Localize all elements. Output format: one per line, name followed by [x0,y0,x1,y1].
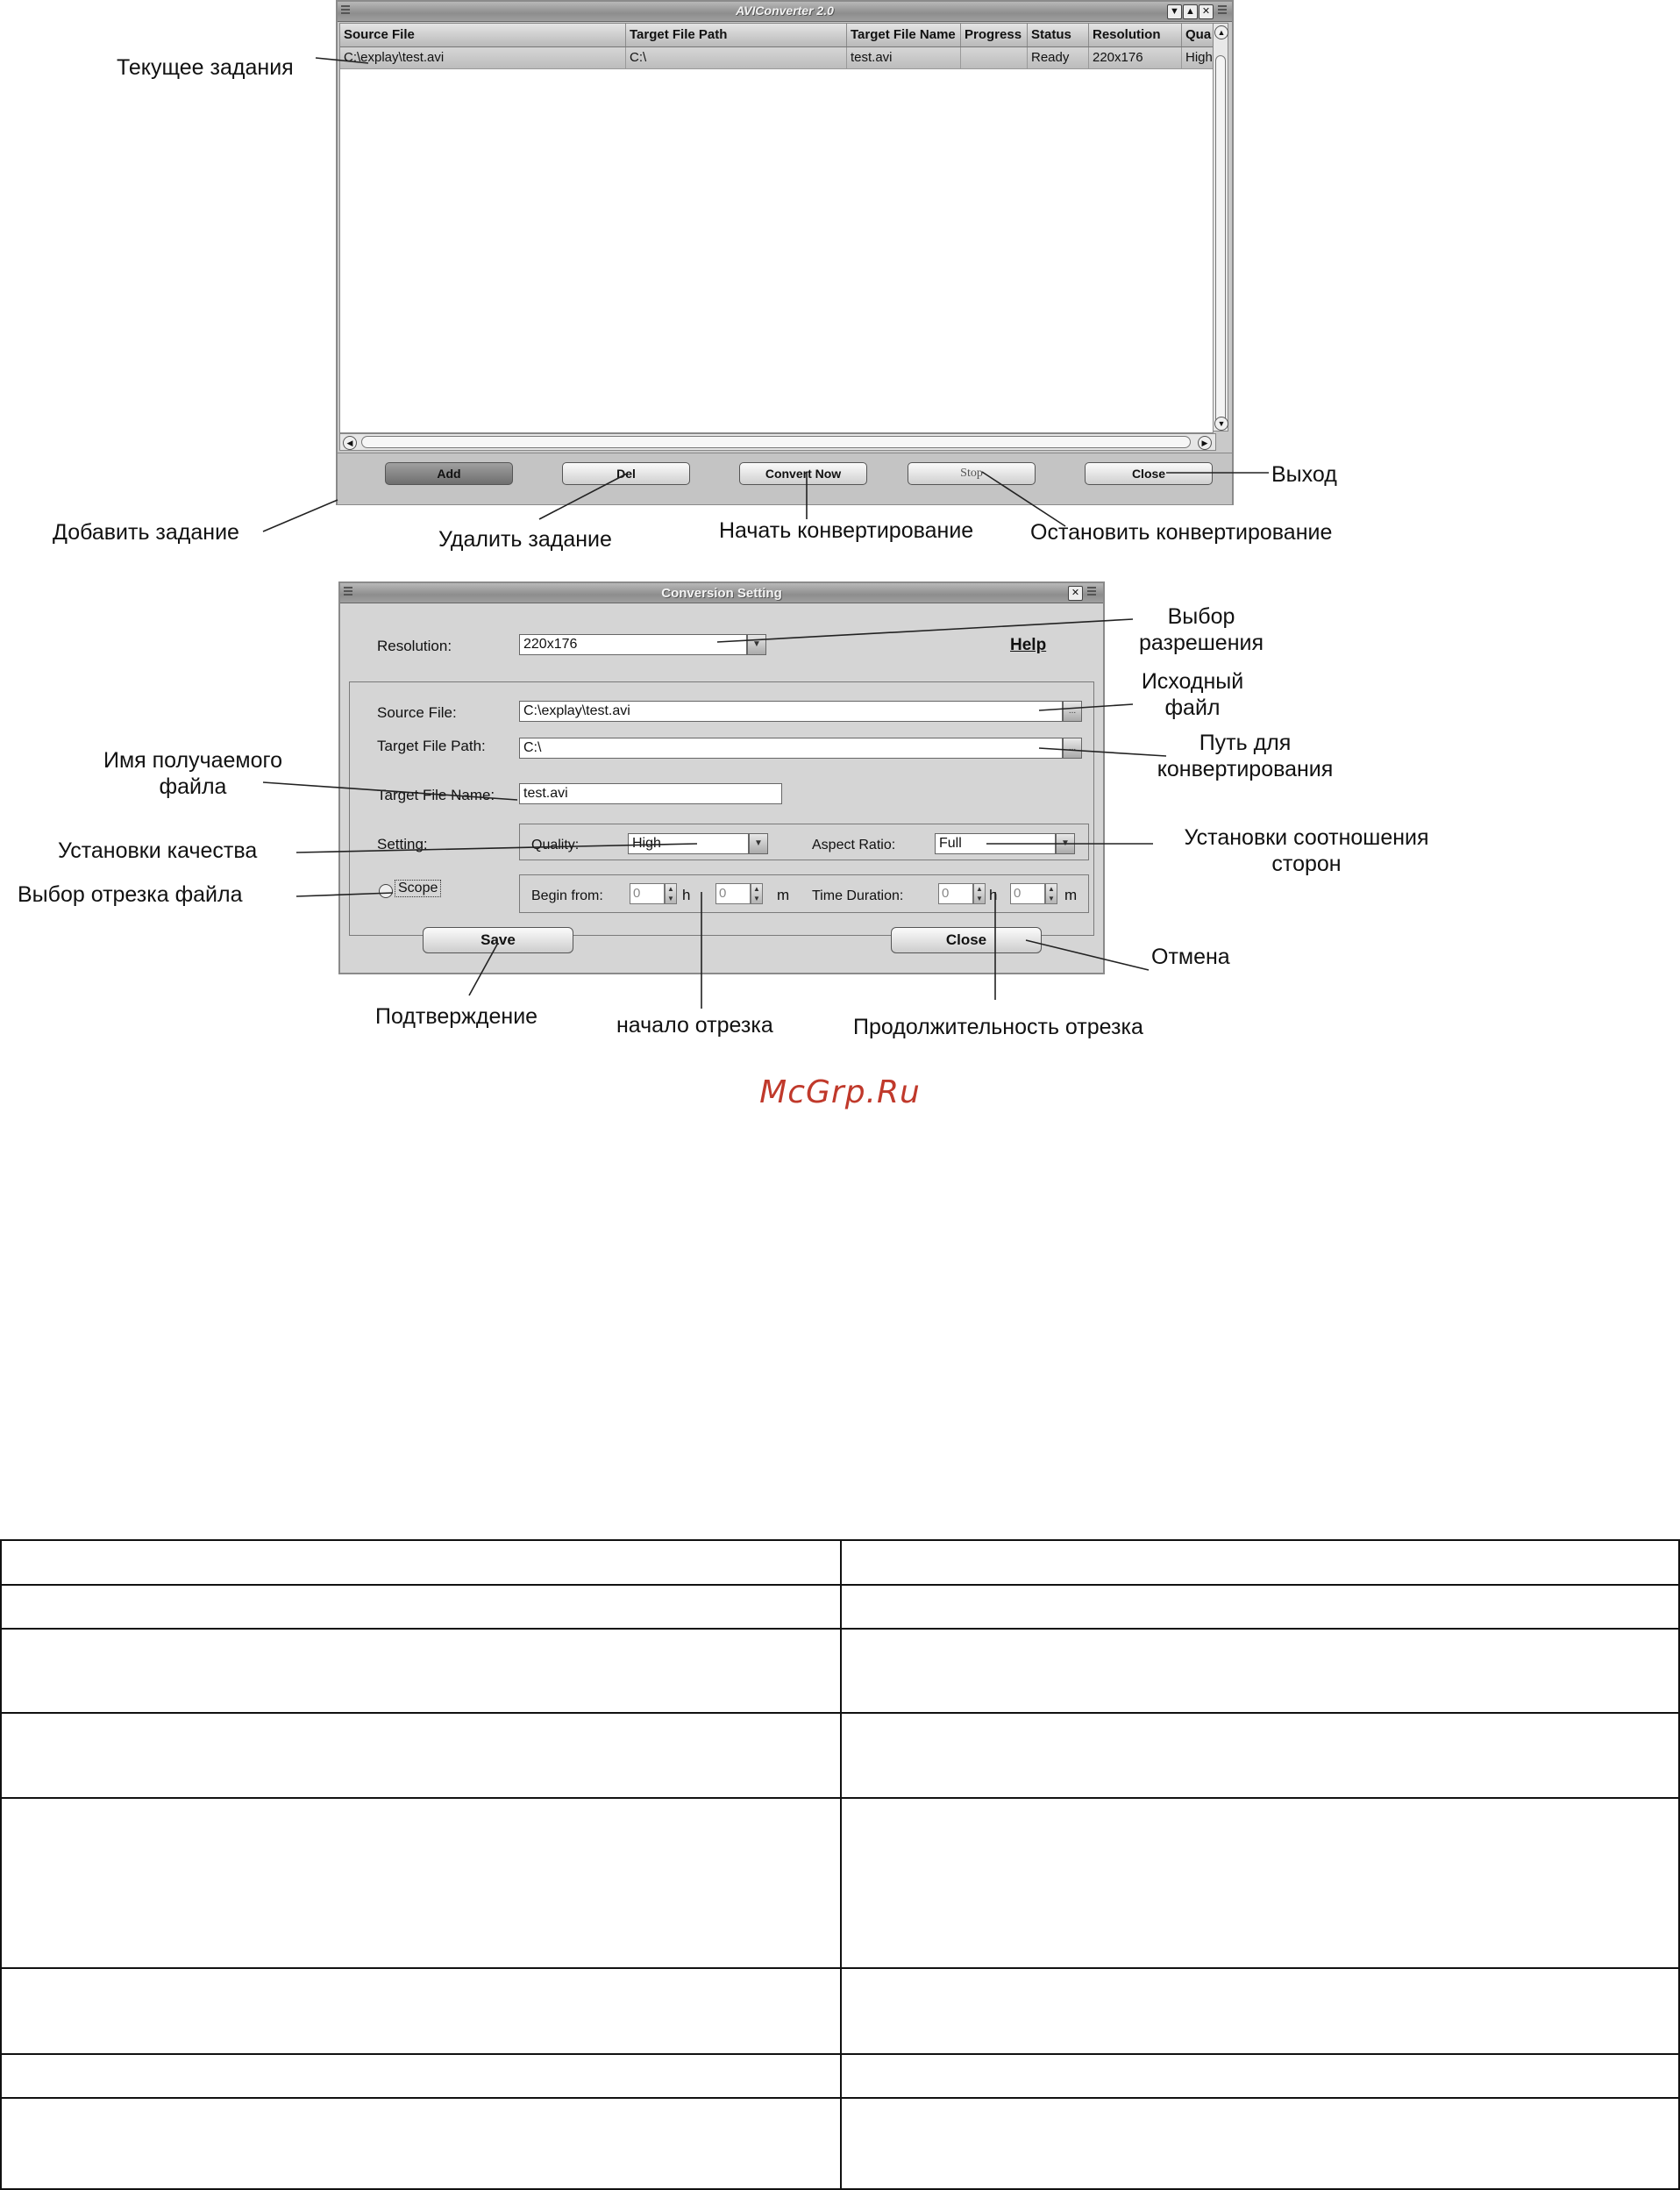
table-cell [2,2055,842,2097]
annotation-line: Исходный [1141,669,1244,694]
cell-source: C:\explay\test.avi [340,47,626,68]
close-icon[interactable]: ✕ [1068,586,1083,601]
annotation-line: Установки соотношения [1184,825,1429,850]
source-file-field[interactable]: C:\explay\test.avi [519,701,1063,722]
annotation-choose-resolution [1096,603,1306,656]
table-cell [2,1799,842,1967]
stepper-arrows-icon[interactable]: ▲ ▼ [973,883,986,904]
cell-resolution: 220x176 [1089,47,1182,68]
column-target-path[interactable]: Target File Path [626,24,847,46]
table-row [2,1541,1678,1586]
annotation-delete-task: Удалить задание [438,527,612,552]
minimize-button[interactable]: ▼ [1167,4,1182,19]
table-row [2,1630,1678,1714]
source-file-label: Source File: [377,704,457,721]
quality-select[interactable]: High [628,833,749,854]
table-cell [2,1714,842,1797]
annotation-line: файл [1164,696,1221,720]
convert-now-button[interactable]: Convert Now [739,462,867,485]
scroll-down-icon[interactable]: ▼ [1214,417,1228,431]
aspect-ratio-select[interactable]: Full [935,833,1056,854]
chevron-down-icon[interactable]: ▼ [747,634,766,655]
unit-minutes: m [777,887,790,903]
target-name-label: Target File Name: [377,787,495,803]
resolution-label: Resolution: [377,638,452,654]
annotation-aspect-settings [1157,824,1456,877]
duration-hours-stepper[interactable]: 0 [938,883,973,904]
annotation-segment-select: Выбор отрезка файла [18,882,243,907]
column-resolution[interactable]: Resolution [1089,24,1182,46]
table-row [2,1969,1678,2055]
annotation-line: сторон [1271,852,1342,876]
begin-hours-stepper[interactable]: 0 [630,883,665,904]
empty-table [0,1539,1680,2190]
annotation-add-task: Добавить задание [53,520,239,545]
column-status[interactable]: Status [1028,24,1089,46]
cell-quality: High [1182,47,1214,68]
begin-from-label: Begin from: [531,888,603,903]
target-name-field[interactable]: test.avi [519,783,782,804]
chevron-down-icon[interactable]: ▼ [1056,833,1075,854]
help-link[interactable]: Help [1010,636,1047,654]
close-window-button[interactable]: ✕ [1199,4,1214,19]
annotation-output-name [79,747,307,800]
table-cell [2,1630,842,1712]
cell-name: test.avi [847,47,961,68]
cell-path: C:\ [626,47,847,68]
annotation-exit: Выход [1271,462,1337,487]
browse-source-button[interactable]: ... [1063,701,1082,722]
unit-hours: h [989,887,998,903]
stepper-arrows-icon[interactable]: ▲ ▼ [751,883,763,904]
watermark: McGrp.Ru [759,1074,921,1110]
annotation-segment-duration: Продолжительность отрезка [853,1015,1143,1039]
quality-label: Quality: [531,838,580,852]
annotation-line: файла [159,774,227,799]
maximize-button[interactable]: ▲ [1183,4,1198,19]
time-duration-label: Time Duration: [812,888,904,903]
column-target-name[interactable]: Target File Name [847,24,961,46]
cell-status: Ready [1028,47,1089,68]
table-cell [2,1586,842,1628]
table-cell [2,2099,842,2188]
scroll-right-icon[interactable]: ▶ [1198,436,1212,450]
annotation-current-task: Текущее задания [117,55,294,80]
chevron-down-icon[interactable]: ▼ [749,833,768,854]
annotation-line: разрешения [1138,631,1264,655]
scope-label[interactable]: Scope [395,880,441,897]
duration-minutes-stepper[interactable]: 0 [1010,883,1045,904]
annotation-line: Путь для [1199,731,1292,755]
table-row [2,2099,1678,2188]
column-quality[interactable]: Qua [1182,24,1214,46]
unit-hours: h [682,887,691,903]
annotation-quality-settings: Установки качества [58,838,258,863]
setting-label: Setting: [377,836,428,852]
table-row [2,1586,1678,1630]
save-button[interactable]: Save [423,927,573,953]
annotation-line: Выбор [1167,604,1235,629]
target-path-field[interactable]: C:\ [519,738,1063,759]
stepper-arrows-icon[interactable]: ▲ ▼ [665,883,677,904]
resolution-select[interactable]: 220x176 [519,634,747,655]
unit-minutes: m [1064,887,1078,903]
table-cell [2,1541,842,1584]
annotation-line: конвертирования [1157,757,1334,781]
annotation-source-file [1105,668,1280,721]
column-progress[interactable]: Progress [961,24,1028,46]
dialog-title: Conversion Setting [661,586,782,601]
table-row [2,1714,1678,1799]
aspect-ratio-label: Aspect Ratio: [812,838,896,852]
begin-minutes-stepper[interactable]: 0 [715,883,751,904]
stepper-arrows-icon[interactable]: ▲ ▼ [1045,883,1057,904]
dialog-close-button[interactable]: Close [891,927,1042,953]
add-button[interactable]: Add [385,462,513,485]
annotation-leader-lines [0,0,1680,1088]
scroll-left-icon[interactable]: ◀ [343,436,357,450]
annotation-convert-path [1140,730,1350,782]
stop-button[interactable]: Stop [908,462,1036,485]
table-cell [2,1969,842,2053]
annotation-cancel: Отмена [1151,945,1230,969]
scroll-up-icon[interactable]: ▲ [1214,25,1228,39]
close-button[interactable]: Close [1085,462,1213,485]
annotation-stop-convert: Остановить конвертирование [1030,520,1333,545]
del-button[interactable]: Del [562,462,690,485]
annotation-start-convert: Начать конвертирование [719,518,974,543]
window-title: AVIConverter 2.0 [736,4,834,18]
browse-path-button[interactable]: ... [1063,738,1082,759]
annotation-segment-start: начало отрезка [616,1013,773,1038]
annotation-confirm: Подтверждение [375,1004,538,1029]
target-path-label: Target File Path: [377,738,486,754]
table-row [2,2055,1678,2099]
column-source-file[interactable]: Source File [340,24,626,46]
table-row [2,1799,1678,1969]
annotation-line: Имя получаемого [103,748,283,773]
